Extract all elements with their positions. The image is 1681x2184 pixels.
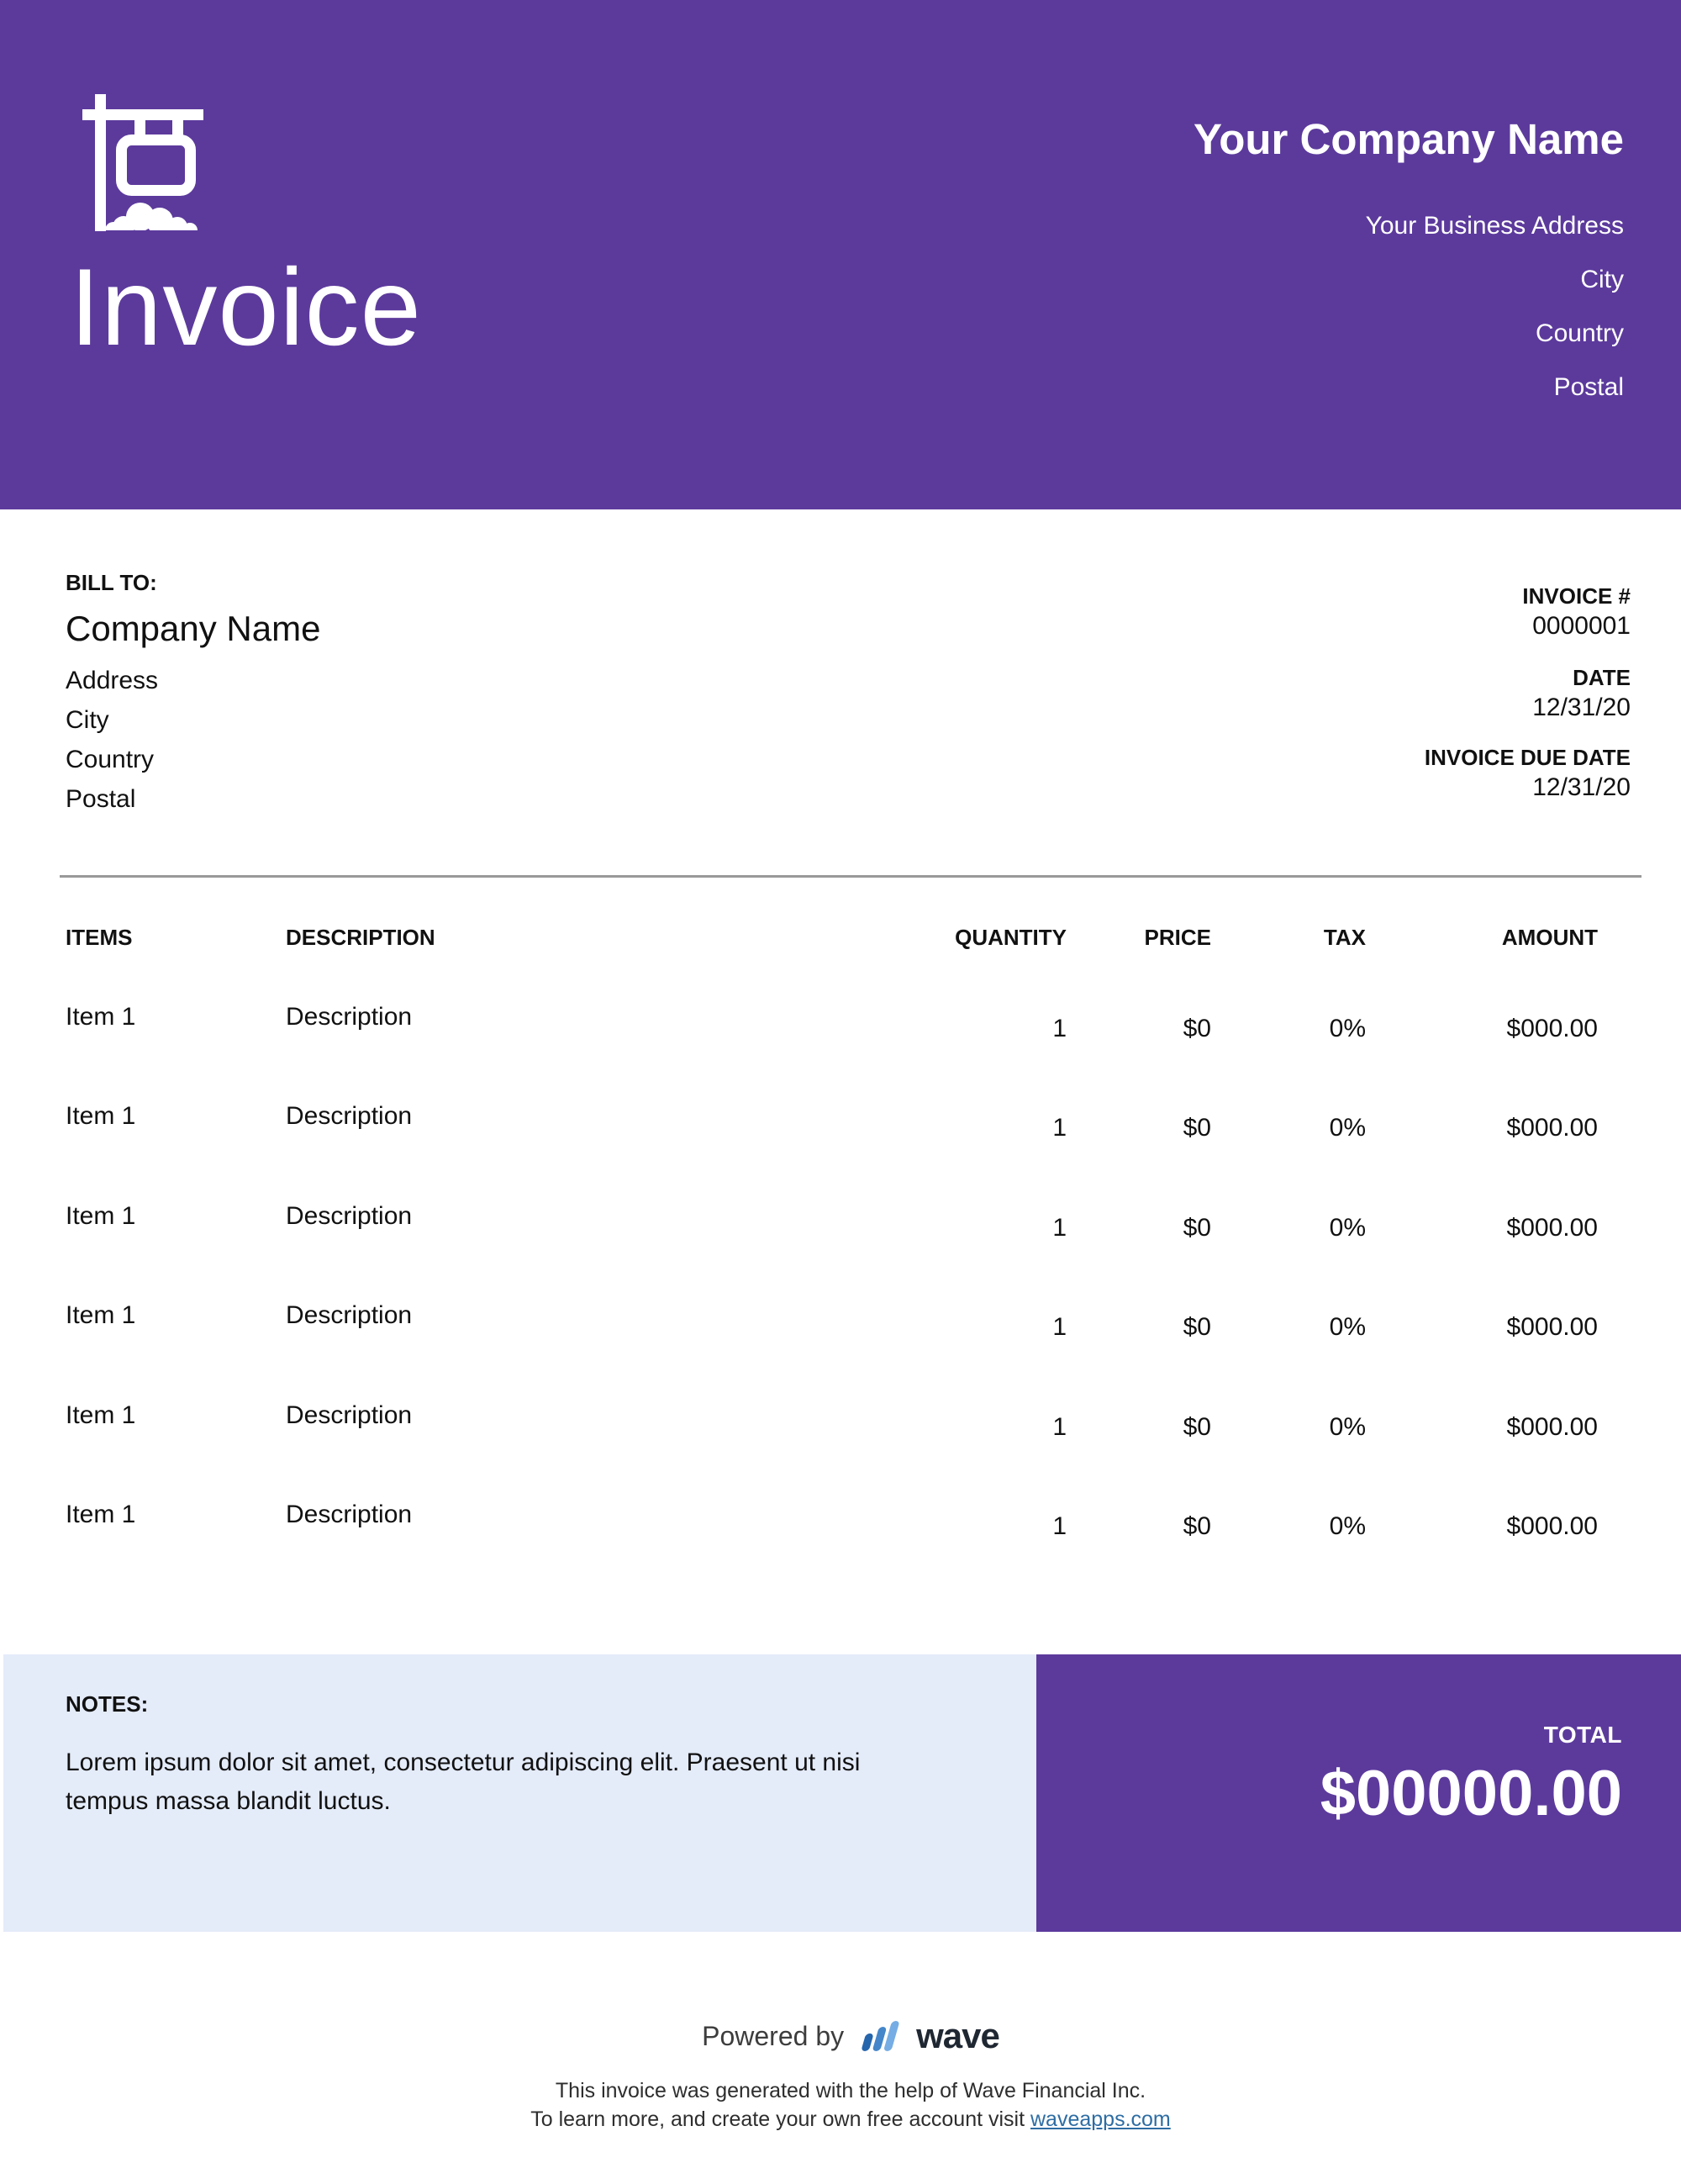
table-row — [60, 1101, 1641, 1162]
description-cell: Description — [286, 1401, 413, 1429]
quantity-cell: 1 — [1052, 1313, 1067, 1341]
bill-to-address-line: Address — [66, 667, 159, 694]
item-cell: Item 1 — [66, 1301, 136, 1329]
quantity-cell: 1 — [1052, 1413, 1067, 1441]
amount-cell: $000.00 — [1506, 1512, 1598, 1540]
wave-logo-icon — [856, 2017, 904, 2055]
table-row — [60, 1500, 1641, 1560]
amount-cell: $000.00 — [1506, 1214, 1598, 1242]
page-title: Invoice — [70, 245, 422, 368]
items-table-header — [60, 925, 1641, 952]
company-address: Your Business Address — [1365, 212, 1624, 240]
table-row — [60, 1401, 1641, 1461]
item-cell: Item 1 — [66, 1102, 136, 1130]
notes-section — [3, 1654, 1036, 1932]
footer-fineprint — [60, 2076, 1641, 2134]
tax-cell: 0% — [1329, 1413, 1366, 1441]
tax-cell: 0% — [1329, 1114, 1366, 1142]
tax-cell: 0% — [1329, 1214, 1366, 1242]
notes-label: NOTES: — [66, 1691, 149, 1717]
header-banner — [0, 0, 1681, 509]
footer-line1: This invoice was generated with the help of Wave Financial Inc. — [555, 2079, 1146, 2102]
description-cell: Description — [286, 1102, 413, 1130]
quantity-cell: 1 — [1052, 1015, 1067, 1042]
company-country: Country — [1535, 319, 1624, 347]
signpost-icon — [80, 91, 206, 234]
column-header-amount: AMOUNT — [1501, 925, 1598, 950]
bill-to-postal-line: Postal — [66, 785, 136, 813]
description-cell: Description — [286, 1003, 413, 1031]
invoice-number-label: INVOICE # — [1522, 583, 1631, 609]
quantity-cell: 1 — [1052, 1512, 1067, 1540]
price-cell: $0 — [1183, 1114, 1211, 1142]
company-name: Your Company Name — [1194, 115, 1624, 163]
column-header-description: DESCRIPTION — [286, 925, 435, 950]
table-row — [60, 1002, 1641, 1063]
column-header-items: ITEMS — [66, 925, 133, 950]
invoice-due-date-value: 12/31/20 — [1532, 773, 1631, 801]
section-divider — [60, 875, 1641, 878]
bill-to-block — [66, 570, 320, 819]
table-row — [60, 1201, 1641, 1262]
powered-by-lockup — [60, 2014, 1641, 2058]
bill-to-label: BILL TO: — [66, 570, 157, 595]
price-cell: $0 — [1183, 1512, 1211, 1540]
company-city: City — [1580, 266, 1624, 293]
bill-to-company: Company Name — [66, 609, 321, 648]
footer-line2 — [60, 2105, 1641, 2134]
amount-cell: $000.00 — [1506, 1413, 1598, 1441]
bill-to-country-line: Country — [66, 746, 155, 773]
invoice-number-group — [1522, 583, 1631, 643]
column-header-tax: TAX — [1323, 925, 1366, 950]
powered-by-text: Powered by — [702, 2020, 845, 2051]
price-cell: $0 — [1183, 1015, 1211, 1042]
item-cell: Item 1 — [66, 1501, 136, 1528]
company-info-block — [1194, 115, 1624, 414]
total-label: TOTAL — [1543, 1722, 1622, 1748]
column-header-price: PRICE — [1144, 925, 1211, 950]
bill-to-city-line: City — [66, 706, 109, 734]
description-cell: Description — [286, 1501, 413, 1528]
footer-line2-text: To learn more, and create your own free account visit — [530, 2108, 1030, 2131]
waveapps-link[interactable]: waveapps.com — [1030, 2108, 1171, 2131]
total-section — [1036, 1654, 1681, 1932]
wave-wordmark: wave — [916, 2016, 999, 2055]
invoice-date-label: DATE — [1573, 665, 1631, 690]
bill-to-address — [66, 661, 320, 819]
column-header-quantity: QUANTITY — [955, 925, 1067, 950]
item-cell: Item 1 — [66, 1003, 136, 1031]
total-amount: $00000.00 — [1320, 1758, 1622, 1829]
description-cell: Description — [286, 1202, 413, 1230]
notes-text: Lorem ipsum dolor sit amet, consectetur adipiscing elit. Praesent ut nisi tempus massa blandit luctus. — [66, 1749, 861, 1815]
invoice-date-group — [1532, 664, 1631, 725]
amount-cell: $000.00 — [1506, 1313, 1598, 1341]
item-cell: Item 1 — [66, 1202, 136, 1230]
tax-cell: 0% — [1329, 1512, 1366, 1540]
invoice-due-date-group — [1425, 744, 1631, 804]
amount-cell: $000.00 — [1506, 1015, 1598, 1042]
quantity-cell: 1 — [1052, 1214, 1067, 1242]
amount-cell: $000.00 — [1506, 1114, 1598, 1142]
invoice-number-value: 0000001 — [1532, 612, 1631, 640]
item-cell: Item 1 — [66, 1401, 136, 1429]
price-cell: $0 — [1183, 1413, 1211, 1441]
description-cell: Description — [286, 1301, 413, 1329]
price-cell: $0 — [1183, 1313, 1211, 1341]
company-postal: Postal — [1553, 373, 1624, 401]
invoice-date-value: 12/31/20 — [1532, 694, 1631, 721]
tax-cell: 0% — [1329, 1015, 1366, 1042]
table-row — [60, 1300, 1641, 1361]
quantity-cell: 1 — [1052, 1114, 1067, 1142]
tax-cell: 0% — [1329, 1313, 1366, 1341]
invoice-due-date-label: INVOICE DUE DATE — [1424, 745, 1631, 770]
price-cell: $0 — [1183, 1214, 1211, 1242]
